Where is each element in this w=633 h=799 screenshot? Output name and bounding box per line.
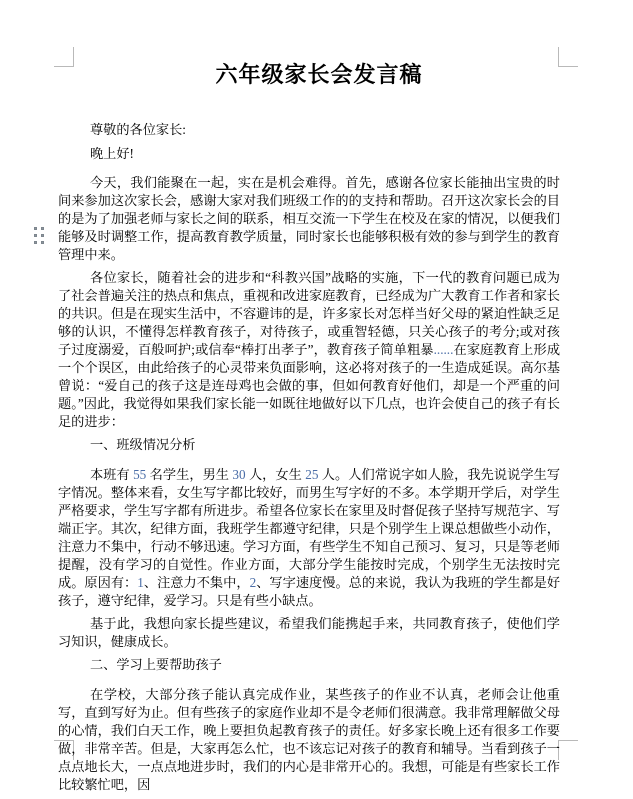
text-run: 在家庭教育上形成一个个误区，由此给孩子的心灵带来负面影响，这必将对孩子的一生造成延误。高尔基曾说：“爱自己的孩子这是连母鸡也会做的事，但如何教育好他们，却是一个严重的问题。”因此，我觉得如果我们家长能一如既往地做好以下几点，也许会使自己的孩子有长足的进步： [58,342,561,429]
section-heading[interactable] [58,656,560,674]
text-run: 今天，我们能聚在一起，实在是机会难得。首先，感谢各位家长能抽出宝贵的时间来参加这次家长会，感谢大家对我们班级工作的的支持和帮助。召开这次家长会的目的是为了加强老师与家长之间的联系，相互交流一下学生在校及在家的情况，以便我们能够及时调整工作，提高教育教学质量，同时家长也能够积极有效的参与到学生的教育管理中来。 [58,175,560,262]
text-run: 各位家长，随着社会的进步和“科教兴国”战略的实施，下一代的教育问题已成为了社会普遍关注的热点和焦点，重视和改进家庭教育，已经成为广大教育工作者和家长的共识。但是在现实生活中，不容避讳的是，许多家长对怎样当好父母的紧迫性缺乏足够的认识，不懂得怎样教育孩子，对待孩子，或重智轻德，只关心孩子的考分;或对孩子过度溺爱，百般呵护;或信奉“棒打出孝子”，教育孩子简单粗暴 [58,270,560,357]
text-run: 、写字速度慢。总的来说，我认为我班的学生都是好孩子，遵守纪律，爱学习。只是有些小缺点。 [58,575,561,608]
text-run: 在学校，大部分孩子能认真完成作业，某些孩子的作业不认真，老师会让他重写，直到写好为止。但有些孩子的家庭作业却不是令老师们很满意。我非常理解做父母的心情，我们白天工作，晚上要担负起教育孩子的责任。好多家长晚上还有很多工作要做，非常辛苦。但是，大家再怎么忙，也不该忘记对孩子的教育和辅导。当看到孩子一点点地长大，一点点地进步时，我们的内心是非常开心的。我想，可能是有些家长工作比较繁忙吧，因 [58,687,560,792]
document-body[interactable] [58,121,560,794]
text-run: 一、班级情况分析 [90,437,196,452]
margin-mark-top-right-icon [558,47,578,67]
numeric-text-run: 2 [249,575,257,590]
text-run: 人，女生 [245,467,306,482]
numeric-text-run: 1 [137,575,144,590]
numeric-text-run: 55 [133,467,147,482]
greeting-line[interactable] [58,145,560,163]
paragraph[interactable] [58,615,560,651]
text-run: 尊敬的各位家长: [90,122,186,137]
text-run: 名学生，男生 [146,467,233,482]
drag-handle-icon[interactable] [34,227,44,244]
text-run: 本班有 [90,467,134,482]
numeric-text-run: ...... [433,342,454,357]
paragraph[interactable] [58,466,560,610]
numeric-text-run: 30 [232,467,246,482]
paragraph[interactable] [58,269,560,431]
document-content [58,47,560,799]
margin-mark-bottom-right-icon [558,740,578,760]
paragraph[interactable] [58,174,560,264]
text-run: 、注意力不集中， [143,575,250,590]
text-run: 基于此，我想向家长提些建议，希望我们能携起手来，共同教育孩子，使他们学习知识，健康成长。 [58,616,560,649]
text-run: 晚上好! [90,146,134,161]
salutation-line[interactable] [58,121,560,139]
paragraph[interactable] [58,686,560,794]
document-title: 六年级家长会发言稿 [215,62,423,87]
text-run: 二、学习上要帮助孩子 [90,657,222,672]
numeric-text-run: 25 [305,467,319,482]
section-heading[interactable] [58,436,560,454]
text-run: 人。人们常说字如人脸，我先说说学生写字情况。整体来看，女生写字都比较好，而男生写字好的不多。本学期开学后，对学生严格要求，学生写字都有所进步。希望各位家长在家里及时督促孩子坚持写规范字、写端正字。其次，纪律方面，我班学生都遵守纪律，只是个别学生上课总想做些小动作，注意力不集中，行动不够迅速。学习方面，有些学生不知自己预习、复习，只是等老师提醒，没有学习的自觉性。作业方面，大部分学生能按时完成，个别学生无法按时完成。原因有： [58,467,561,590]
